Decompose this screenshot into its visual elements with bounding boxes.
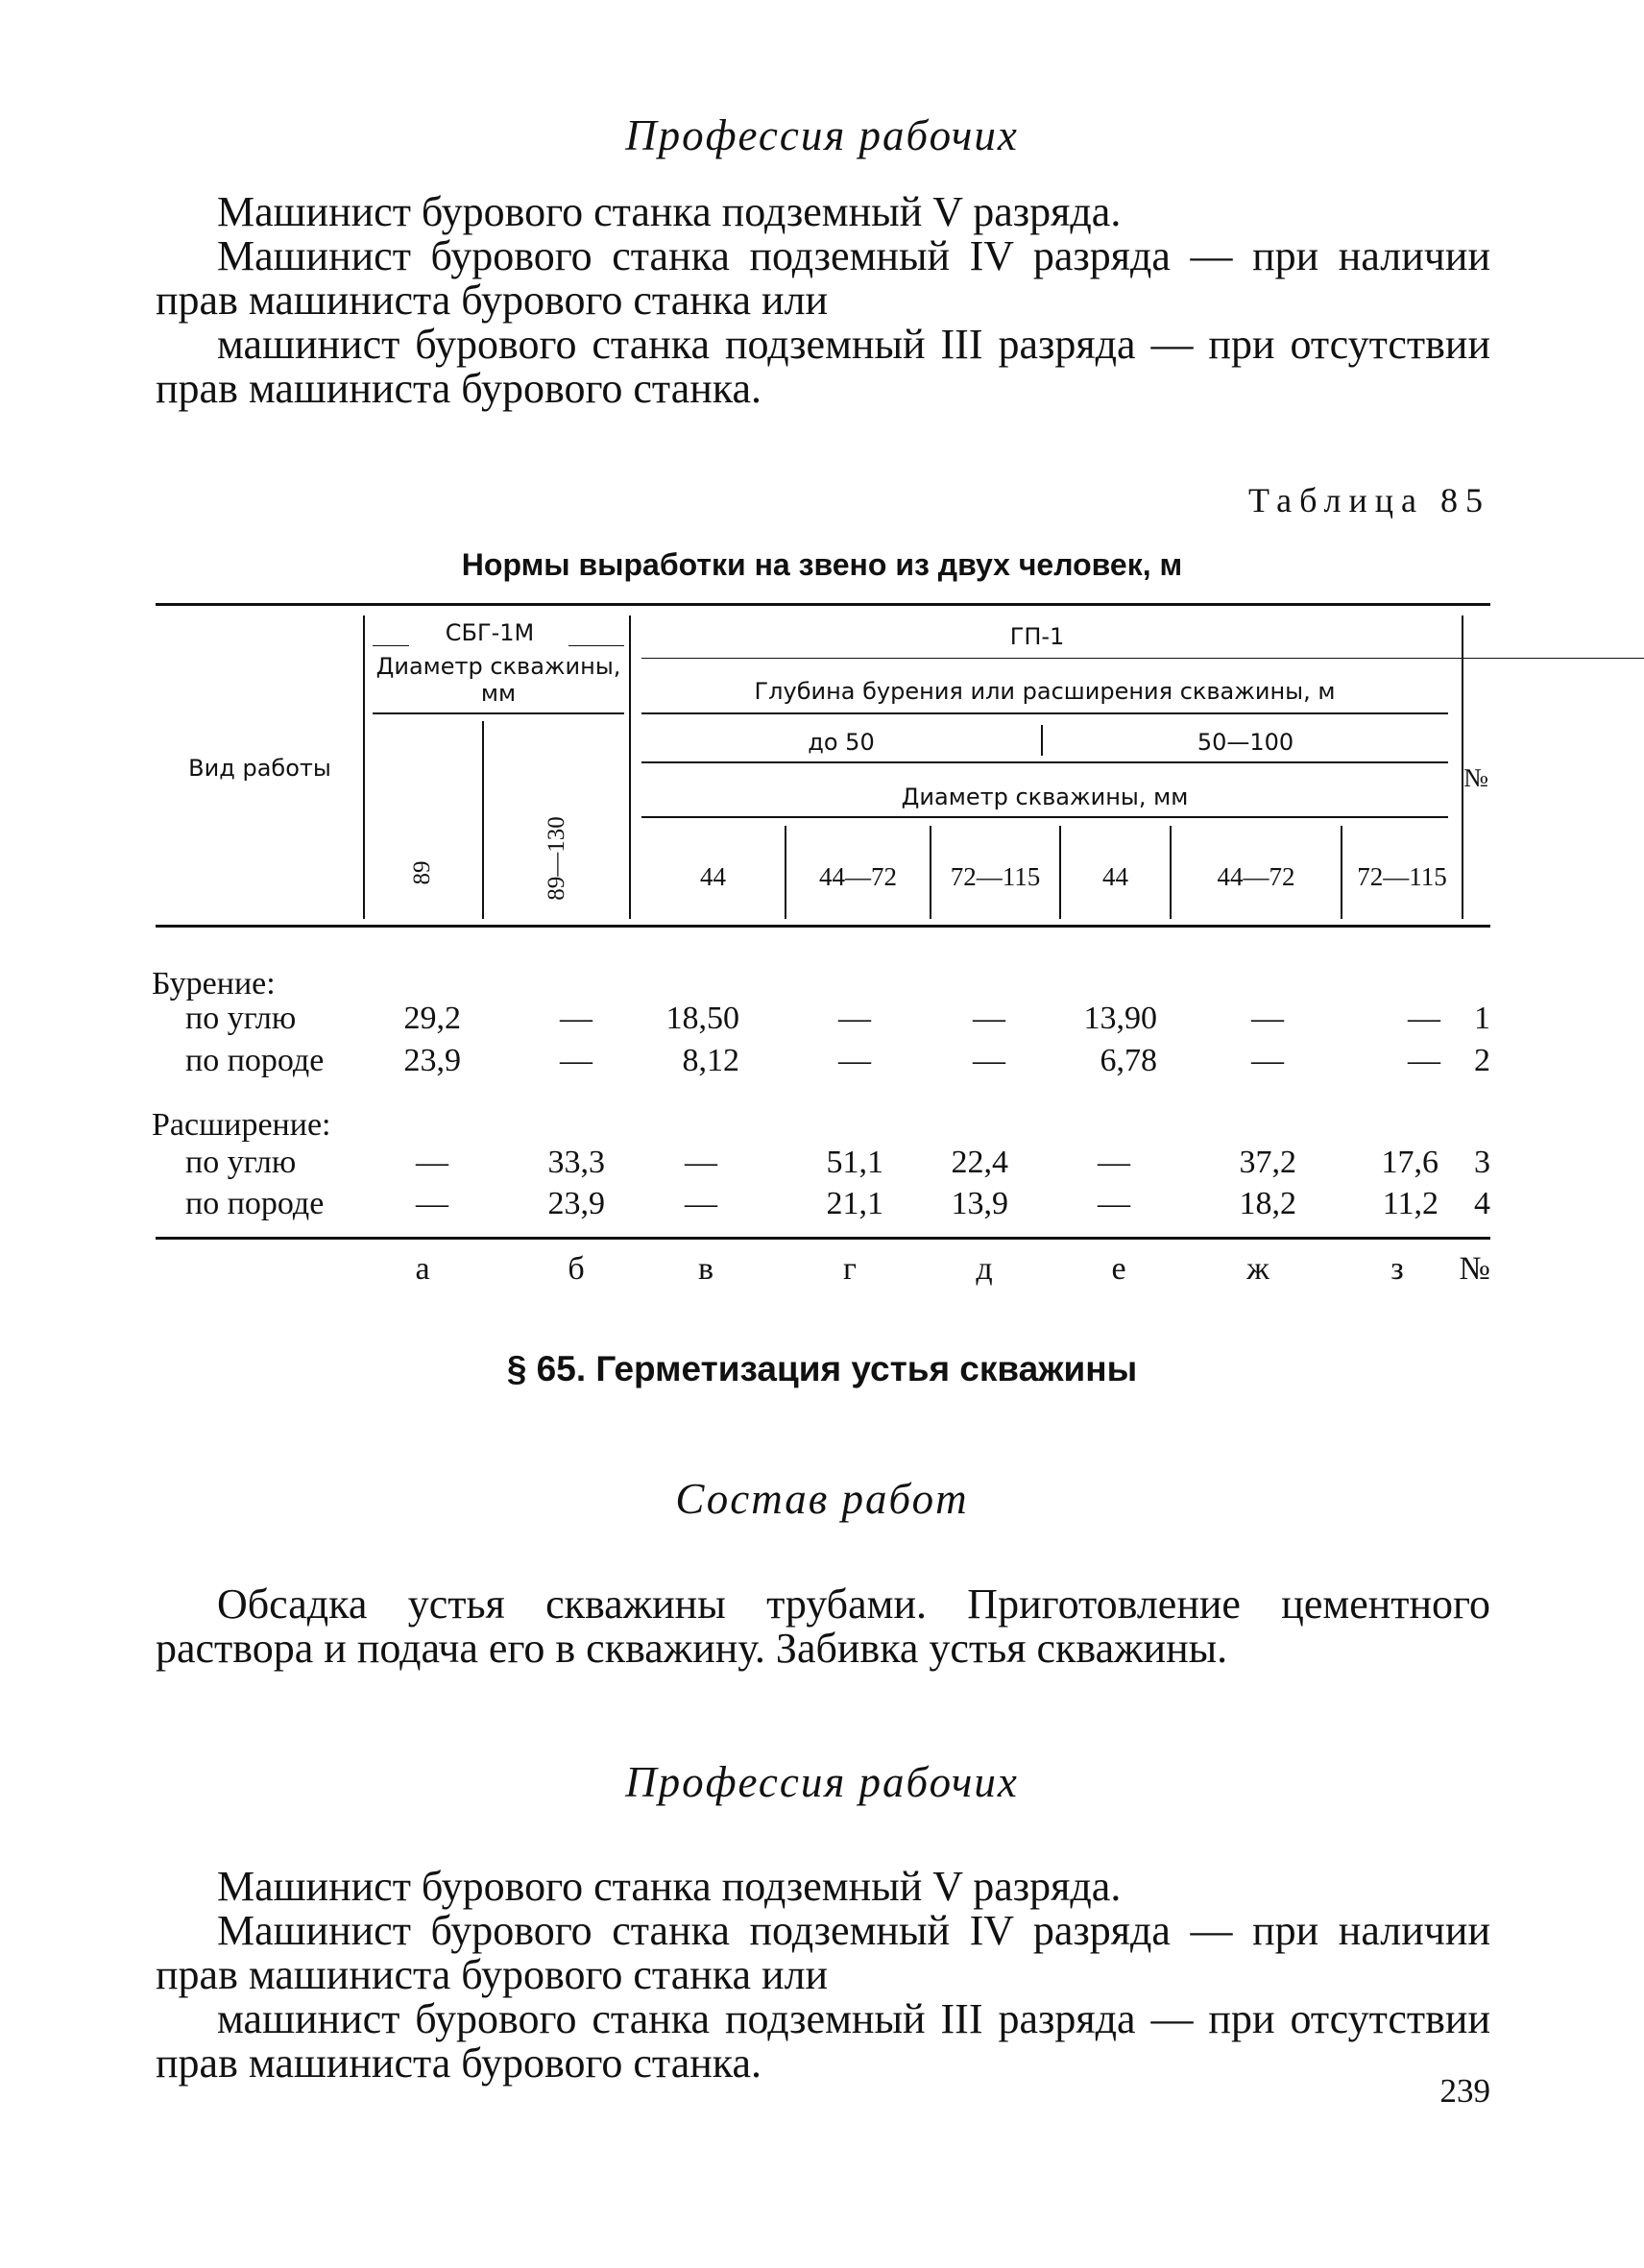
composition-text-block (156, 1582, 1490, 1671)
header-gp-d: 44—72 (819, 862, 897, 891)
column-letter: в (697, 1251, 714, 1287)
cell-value: 23,9 (403, 1043, 461, 1078)
header-line (641, 712, 1448, 714)
cell-value: — (1408, 1043, 1440, 1078)
row-num: 1 (1474, 1001, 1490, 1036)
profession-heading: Профессия рабочих (625, 111, 1019, 159)
header-sbg: СБГ-1М (445, 619, 535, 646)
header-num: № (1463, 763, 1488, 792)
cell-value: — (1098, 1186, 1130, 1221)
row-num: 4 (1474, 1186, 1490, 1221)
workers-list (156, 190, 1490, 411)
cell-value: 17,6 (1381, 1145, 1438, 1180)
header-gp-diameter: Диаметр скважины, мм (901, 784, 1189, 810)
group-label: Расширение: (152, 1107, 331, 1143)
header-sbg-d1: 89 (409, 860, 435, 885)
row-name: по углю (185, 1145, 297, 1180)
header-sbg-diameter: Диаметр скважины, мм (375, 653, 621, 707)
header-sbg-d2: 89—130 (544, 816, 569, 901)
cell-value: 13,9 (951, 1186, 1008, 1221)
col-divider (629, 615, 631, 919)
cell-value: — (838, 1043, 871, 1078)
header-depth-2: 50—100 (1197, 729, 1294, 756)
table-top-rule (156, 603, 1490, 606)
row-name: по породе (185, 1043, 325, 1078)
cell-value: — (1251, 1043, 1284, 1078)
header-line (373, 645, 409, 646)
profession-heading-2: Профессия рабочих (625, 1758, 1019, 1806)
table-title: Нормы выработки на звено из двух человек, м (461, 547, 1183, 582)
header-gp-d: 44 (1102, 862, 1128, 891)
cell-value: — (560, 1043, 592, 1078)
header-line (568, 645, 624, 646)
column-letter: № (1459, 1251, 1490, 1287)
section-title: § 65. Герметизация устья скважины (506, 1349, 1138, 1388)
cell-value: — (416, 1186, 448, 1221)
cell-value: 23,9 (547, 1186, 605, 1221)
table-bottom-rule (156, 1237, 1490, 1240)
header-line (641, 658, 1644, 659)
cell-value: — (685, 1186, 717, 1221)
cell-value: — (1251, 1001, 1284, 1036)
cell-value: 21,1 (826, 1186, 883, 1221)
cell-value: 22,4 (951, 1145, 1008, 1180)
column-letter: д (976, 1251, 993, 1287)
header-gp-d: 44 (700, 862, 726, 891)
cell-value: 18,50 (665, 1001, 739, 1036)
column-letter: а (415, 1251, 430, 1287)
row-num: 2 (1474, 1043, 1490, 1078)
column-letter: е (1111, 1251, 1126, 1287)
header-gp-d: 72—115 (950, 862, 1041, 891)
col-divider (363, 615, 365, 919)
cell-value: 33,3 (547, 1145, 605, 1180)
cell-value: 11,2 (1382, 1186, 1438, 1221)
column-letter: б (568, 1251, 585, 1287)
cell-value: 37,2 (1239, 1145, 1296, 1180)
header-gp-d: 44—72 (1217, 862, 1295, 891)
cell-value: 8,12 (682, 1043, 739, 1078)
worker-line: Машинист бурового станка подземный V разряда. (217, 1863, 1122, 1910)
worker-line: Машинист бурового станка подземный V разряда. (217, 188, 1122, 235)
cell-value: — (973, 1001, 1005, 1036)
row-name: по углю (185, 1001, 297, 1036)
header-depth: Глубина бурения или расширения скважины, м (754, 678, 1336, 705)
cell-value: — (1408, 1001, 1440, 1036)
worker-line: Машинист бурового станка подземный IV разряда — при наличии прав машиниста бурового станка или (156, 232, 1490, 324)
composition-text: Обсадка устья скважины трубами. Приготовление цементного раствора и подача его в скважину. Забивка устья скважины. (156, 1580, 1490, 1672)
page-number: 239 (1439, 2072, 1490, 2110)
row-name: по породе (185, 1186, 325, 1221)
cell-value: 51,1 (826, 1145, 883, 1180)
col-divider (482, 721, 484, 919)
cell-value: 6,78 (1100, 1043, 1157, 1078)
table-label: Таблица 85 (1248, 481, 1490, 519)
group-label: Бурение: (152, 966, 276, 1001)
cell-value: — (416, 1145, 448, 1180)
column-letter: з (1390, 1251, 1404, 1287)
cell-value: — (685, 1145, 717, 1180)
cell-value: 13,90 (1083, 1001, 1157, 1036)
worker-line: машинист бурового станка подземный III разряда — при отсутствии прав машиниста бурового станка. (156, 321, 1490, 412)
composition-heading: Состав работ (675, 1475, 969, 1523)
header-gp-d: 72—115 (1357, 862, 1447, 891)
workers-list-2 (156, 1865, 1490, 2086)
header-line (373, 712, 624, 714)
header-line (641, 761, 1448, 763)
row-num: 3 (1474, 1145, 1490, 1180)
cell-value: — (1098, 1145, 1130, 1180)
header-line (641, 816, 1448, 818)
column-letter: ж (1246, 1251, 1269, 1287)
cell-value: — (560, 1001, 592, 1036)
cell-value: 29,2 (403, 1001, 461, 1036)
column-letter: г (843, 1251, 857, 1287)
header-depth-1: до 50 (808, 729, 875, 756)
cell-value: 18,2 (1239, 1186, 1296, 1221)
header-gp: ГП-1 (1009, 623, 1065, 650)
header-work-type: Вид работы (188, 755, 331, 782)
cell-value: — (973, 1043, 1005, 1078)
cell-value: — (838, 1001, 871, 1036)
worker-line: машинист бурового станка подземный III разряда — при отсутствии прав машиниста бурового станка. (156, 1995, 1490, 2087)
table-header-rule (156, 925, 1490, 928)
worker-line: Машинист бурового станка подземный IV разряда — при наличии прав машиниста бурового станка или (156, 1907, 1490, 1998)
